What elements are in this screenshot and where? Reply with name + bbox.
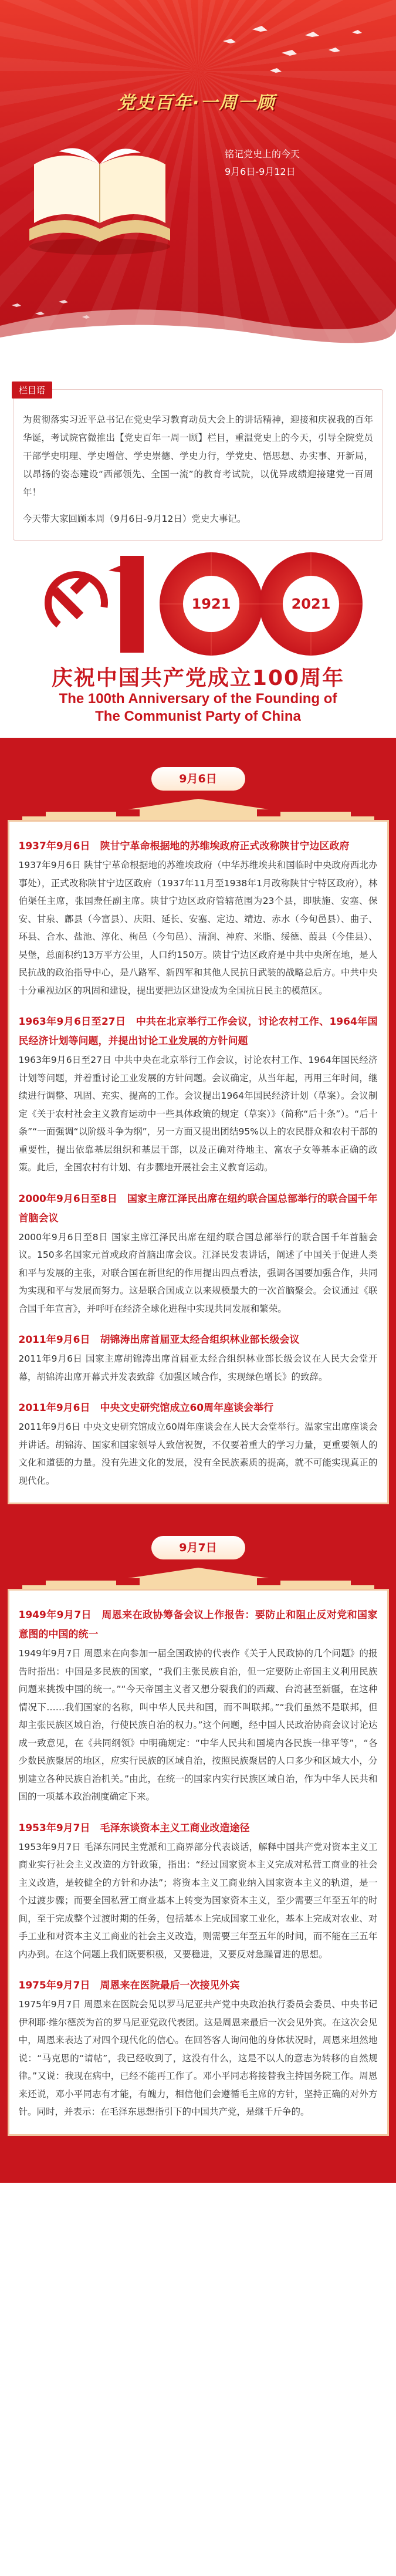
year-right: 2021	[291, 596, 331, 612]
emblem-title-en-1: The 100th Anniversary of the Founding of	[59, 691, 337, 707]
intro-section	[0, 355, 396, 541]
open-book-icon	[18, 141, 182, 258]
emblem-title-en-2: The Communist Party of China	[95, 708, 301, 724]
birds-icon	[211, 18, 387, 82]
hero-banner	[0, 0, 396, 355]
emblem-title-cn: 庆祝中国共产党成立100周年	[51, 666, 345, 690]
event-heading: 1953年9月7日 毛泽东谈资本主义工商业改造途径	[18, 1822, 250, 1834]
event-body: 1937年9月6日 陕甘宁革命根据地的苏维埃政府（中华苏维埃共和国临时中央政府西北办事处），正式改称陕甘宁边区政府（1937年11月至1938年1月改称陕甘宁特区政府），林伯渠任主席，张国焘任副主席。陕甘宁边区政府管辖范围为23个县，即肤施、安塞、保安、甘泉、鄜县（今富县）、庆阳、延长、安塞、定边、靖边、赤水（今旬邑县）、曲子、环县、合水、盐池、淳化、栒邑（今旬邑）、清涧、神府、米脂、绥德、葭县（今佳县）、吴堡，总面积约13万平方公里，人口约150万。陕甘宁边区政府是中共中央所在地，是人民抗战的政治指导中心，是八路军、新四军和其他人民抗日武装的战略总后方。中共中央十分重视边区的巩固和建设，提出要把边区建设成为全国抗日民主的模范区。	[18, 860, 378, 996]
events-section	[0, 738, 396, 2183]
event-body: 1975年9月7日 周恩来在医院会见以罗马尼亚共产党中央政治执行委员会委员、中央书记伊利耶·维尔德茨为首的罗马尼亚党政代表团。这是周恩来最后一次会见外宾。在这次会见中，周恩来表达了对四个现代化的信心。在回答客人询问他的身体状况时，周恩来坦然地说：“马克思的“请帖”，我已经收到了，这没有什么，这是不以人的意志为转移的自然规律。”又说：我现在病中，已经不能再工作了。邓小平同志将接替我主持国务院工作。周恩来还说，邓小平同志有才能，有魄力，相信他们会遵循毛主席的方针，坚持正确的对外方针。同时，并表示：在毛泽东思想指引下的中国共产党，是继千斤争的。	[18, 1999, 378, 2117]
intro-paragraph: 为贯彻落实习近平总书记在党史学习教育动员大会上的讲话精神，迎接和庆祝我的百年华诞，考试院官微推出【党史百年一周一顾】栏目，重温党史上的今天，引导全院党员干部学史明理、学史增信、学史崇德、学史力行，学党史、悟思想、办实事、开新局，以昂扬的姿态建设“西部领先、全国一流”的教育考试院，以优异成绩迎接建党一百周年！	[23, 414, 373, 498]
year-left: 1921	[191, 596, 231, 612]
event-heading: 1963年9月6日至27日 中共在北京举行工作会议，讨论农村工作、1964年国民经济计划等问题，并提出讨论工业发展的方针问题	[18, 1016, 378, 1047]
event-body: 1963年9月6日至27日 中共中央在北京举行工作会议，讨论农村工作、1964年国民经济计划等问题，并着重讨论工业发展的方针问题。会议确定，从当年起，再用三年时间，继续进行调整、巩固、充实、提高的工作。会议提出1964年国民经济计划（草案）。会议制定《关于农村社会主义教育运动中一些具体政策的规定（草案）》（简称“后十条”）。“后十条”“一面强调“以阶级斗争为纲”，另一方面又提出团结95%以上的农民群众和农村干部的重要性，提出依靠基层组织和基层干部，以及正确对待地主、富农子女等基本正确的政策。此后，全国农村有计划、有步骤地开展社会主义教育运动。	[18, 1055, 378, 1173]
anniversary-emblem	[0, 544, 396, 738]
intro-box	[13, 385, 383, 541]
event-heading: 2000年9月6日至8日 国家主席江泽民出席在纽约联合国总部举行的联合国千年首脑会议	[18, 1193, 378, 1224]
event-item	[19, 1606, 378, 1806]
hero-wave	[0, 285, 396, 355]
event-body: 2011年9月6日 国家主席胡锦涛出席首届亚太经合组织林业部长级会议在人民大会堂开幕，胡锦涛出席开幕式并发表致辞《加强区域合作，实现绿色增长》的致辞。	[18, 1353, 378, 1382]
event-heading: 1949年9月7日 周恩来在政协筹备会议上作报告：要防止和阻止反对党和国家意图的中国的统一	[18, 1609, 378, 1640]
party-100-logo-icon	[0, 544, 396, 661]
intro-tag: 栏目语	[12, 381, 52, 399]
event-item	[19, 1976, 378, 2121]
event-body: 1953年9月7日 毛泽东同民主党派和工商界部分代表谈话，解释中国共产党对资本主义工商业实行社会主义改造的方针政策，指出：“经过国家资本主义完成对私营工商业的社会主义改造，是较健全的方针和办法”；将资本主义工商业纳入国家资本主义的轨道，是一个过渡步骤；而要全国私营工商业基本上转变为国家资本主义，至少需要三年至五年的时间，至于完成整个过渡时期的任务，包括基本上完成国家工业化，基本上完成对农业、对手工业和对资本主义工商业的社会主义改造，则需要三年至五年的时间，而不能在三五年内办到。在这个问题上我们既要积极，又要稳进，又要反对急躁冒进的思想。	[18, 1841, 378, 1960]
event-item	[19, 1819, 378, 1964]
event-heading: 2011年9月6日 中央文史研究馆成立60周年座谈会举行	[18, 1402, 274, 1414]
events-card	[8, 1589, 389, 2136]
events-card	[8, 820, 389, 1504]
hero-subtitle-1: 铭记党史上的今天	[225, 148, 300, 160]
event-item	[19, 1399, 378, 1490]
date-heading: 9月6日	[151, 767, 245, 791]
event-body: 2000年9月6日至8日 国家主席江泽民出席在纽约联合国总部举行的联合国千年首脑会议。150多名国家元首或政府首脑出席会议。江泽民发表讲话，阐述了中国关于促进人类和平与发展的主张，对联合国在新世纪的作用提出四点看法，强调各国要加强合作，共同为实现和平与发展而努力。这是联合国成立以来规模最大的一次首脑聚会。会议通过《联合国千年宣言》，并呼吁在经济全球化进程中实现共同发展和繁荣。	[18, 1231, 378, 1314]
hero-title: 党史百年·一周一顾	[117, 93, 276, 113]
event-heading: 1937年9月6日 陕甘宁革命根据地的苏维埃政府正式改称陕甘宁边区政府	[18, 840, 350, 852]
tiananmen-icon	[22, 1568, 374, 1589]
tiananmen-icon	[22, 799, 374, 820]
event-item	[19, 837, 378, 1000]
hero-subtitle-2: 9月6日-9月12日	[225, 166, 296, 177]
intro-paragraph: 今天带大家回顾本周（9月6日-9月12日）党史大事记。	[23, 514, 246, 524]
event-heading: 1975年9月7日 周恩来在医院最后一次接见外宾	[18, 1980, 240, 1991]
date-heading: 9月7日	[151, 1536, 245, 1559]
event-heading: 2011年9月6日 胡锦涛出席首届亚太经合组织林业部长级会议	[18, 1334, 300, 1346]
event-item	[19, 1331, 378, 1386]
event-body: 2011年9月6日 中央文史研究馆成立60周年座谈会在人民大会堂举行。温家宝出席座谈会并讲话。胡锦涛、国家和国家领导人致信祝贺，不仅要着重大的学习力量，更重要领人的文化和道德的力量。没有先进文化的发展，没有全民族素质的提高，就不可能实现真正的现代化。	[18, 1422, 378, 1486]
event-item	[19, 1190, 378, 1318]
event-item	[19, 1012, 378, 1177]
event-body: 1949年9月7日 周恩来在向参加一届全国政协的代表作《关于人民政协的几个问题》的报告时指出：中国是多民族的国家，“我们主张民族自治，但一定要防止帝国主义利用民族问题来挑拨中国的统一。”“今天帝国主义者又想分裂我们的西藏、台湾甚至新疆，在这种情况下……我们国家的名称，叫中华人民共和国，而不叫联邦。”“我们虽然不是联邦，但却主张民族区域自治，行使民族自治的权力。”这个问题，经中国人民政治协商会议讨论达成一致意见，在《共同纲领》中明确规定：“中华人民共和国境内各民族一律平等”，“各少数民族聚居的地区，应实行民族的区域自治，按照民族聚居的人口多少和区域大小，分别建立各种民族自治机关。”由此，在统一的国家内实行民族区域自治，作为中华人民共和国的一项基本政治制度确定下来。	[18, 1648, 378, 1802]
